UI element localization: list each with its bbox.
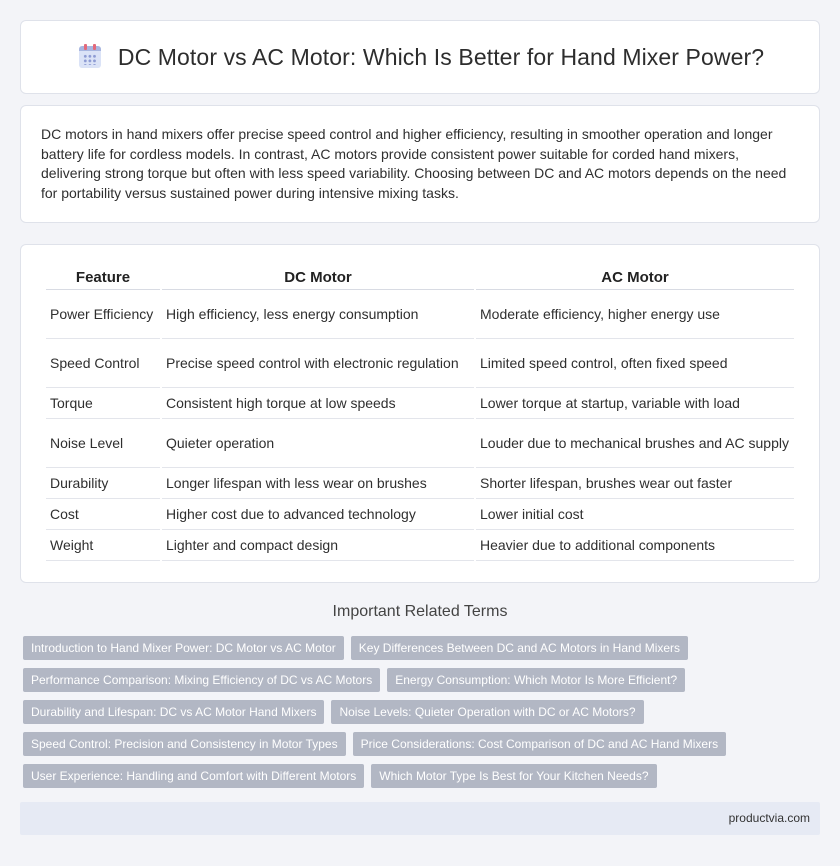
related-term-link[interactable]: Price Considerations: Cost Comparison of DC and AC Hand Mixers (353, 732, 726, 756)
ac-cell: Moderate efficiency, higher energy use (476, 290, 794, 339)
intro-card (20, 105, 820, 223)
related-term-link[interactable]: Energy Consumption: Which Motor Is More Efficient? (387, 668, 685, 692)
comparison-table-card (20, 244, 820, 583)
related-term-link[interactable]: Key Differences Between DC and AC Motors in Hand Mixers (351, 636, 688, 660)
comparison-table (44, 263, 796, 561)
related-term-link[interactable]: Performance Comparison: Mixing Efficiency of DC vs AC Motors (23, 668, 380, 692)
table-row (46, 388, 794, 419)
ac-cell: Shorter lifespan, brushes wear out faster (476, 468, 794, 499)
feature-cell: Power Efficiency (46, 290, 160, 339)
header-dc-motor: DC Motor (162, 263, 474, 290)
ac-cell: Limited speed control, often fixed speed (476, 339, 794, 388)
ac-cell: Louder due to mechanical brushes and AC supply (476, 419, 794, 468)
ac-cell: Heavier due to additional components (476, 530, 794, 561)
dc-cell: Lighter and compact design (162, 530, 474, 561)
related-term-link[interactable]: User Experience: Handling and Comfort with Different Motors (23, 764, 364, 788)
table-header-row (46, 263, 794, 290)
related-terms-heading: Important Related Terms (332, 603, 508, 620)
feature-cell: Speed Control (46, 339, 160, 388)
dc-cell: Consistent high torque at low speeds (162, 388, 474, 419)
ac-cell: Lower initial cost (476, 499, 794, 530)
dc-cell: High efficiency, less energy consumption (162, 290, 474, 339)
related-term-link[interactable]: Introduction to Hand Mixer Power: DC Motor vs AC Motor (23, 636, 344, 660)
dc-cell: Longer lifespan with less wear on brushes (162, 468, 474, 499)
footer (20, 802, 820, 835)
related-term-link[interactable]: Durability and Lifespan: DC vs AC Motor Hand Mixers (23, 700, 324, 724)
related-term-link[interactable]: Noise Levels: Quieter Operation with DC or AC Motors? (331, 700, 643, 724)
table-row (46, 290, 794, 339)
page-title: DC Motor vs AC Motor: Which Is Better for Hand Mixer Power? (117, 43, 765, 70)
related-terms-list (23, 636, 813, 788)
calendar-icon (76, 43, 104, 71)
feature-cell: Durability (46, 468, 160, 499)
title-wrap (76, 43, 764, 71)
header-ac-motor: AC Motor (476, 263, 794, 290)
dc-cell: Quieter operation (162, 419, 474, 468)
table-row (46, 468, 794, 499)
related-term-link[interactable]: Which Motor Type Is Best for Your Kitchen Needs? (371, 764, 656, 788)
feature-cell: Weight (46, 530, 160, 561)
ac-cell: Lower torque at startup, variable with load (476, 388, 794, 419)
table-row (46, 499, 794, 530)
feature-cell: Torque (46, 388, 160, 419)
dc-cell: Precise speed control with electronic regulation (162, 339, 474, 388)
feature-cell: Cost (46, 499, 160, 530)
intro-text: DC motors in hand mixers offer precise speed control and higher efficiency, resulting in smoother operation and longer battery life for cordless models. In contrast, AC motors provide consistent power suitable for corded hand mixers, delivering strong torque but often with less speed variability. Choosing between DC and AC motors depends on the need for portability versus sustained power during intensive mixing tasks. (41, 126, 787, 201)
related-term-link[interactable]: Speed Control: Precision and Consistency in Motor Types (23, 732, 346, 756)
dc-cell: Higher cost due to advanced technology (162, 499, 474, 530)
footer-site-link[interactable]: productvia.com (728, 811, 810, 825)
header-feature: Feature (46, 263, 160, 290)
table-row (46, 419, 794, 468)
table-row (46, 530, 794, 561)
title-card (20, 20, 820, 94)
feature-cell: Noise Level (46, 419, 160, 468)
table-row (46, 339, 794, 388)
